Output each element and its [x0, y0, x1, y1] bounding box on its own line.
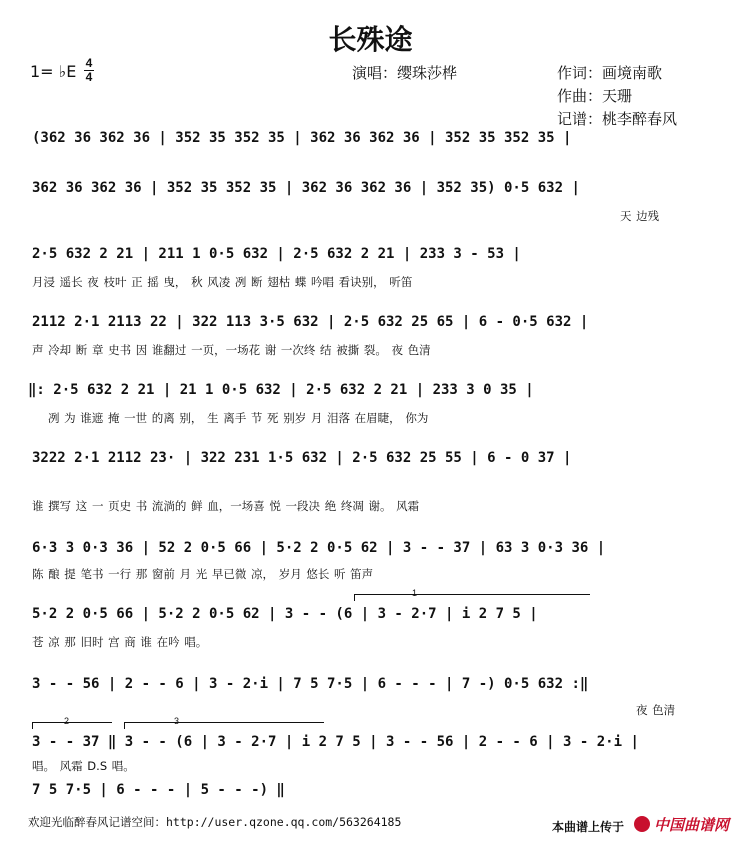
- time-signature: [84, 58, 94, 83]
- page-title: 长殊途: [328, 23, 413, 56]
- volta-1-label: 1: [412, 588, 418, 598]
- singer-credit: 演唱：缨珠莎桦: [352, 64, 458, 82]
- lyrics-line-8: 苍 凉 那 旧时 宫 商 谁 在吟 唱。: [32, 635, 208, 649]
- score-line-3: 2·5 632 2 21 | 211 1 0·5 632 | 2·5 632 2 21 | 233 3 - 53 |: [32, 246, 521, 262]
- lyricist-credit: 作词：画境南歌: [557, 64, 663, 82]
- score-line-8: 5·2 2 0·5 66 | 5·2 2 0·5 62 | 3 - - (6 | 3 - 2·7 | i 2 7 5 |: [32, 606, 538, 622]
- volta-2-label: 2: [64, 716, 70, 726]
- meter-top: 4: [85, 56, 93, 70]
- score-line-6: 3222 2·1 2112 23· | 322 231 1·5 632 | 2·5 632 25 55 | 6 - 0 37 |: [32, 450, 572, 466]
- volta-2-bracket: [32, 722, 112, 723]
- upload-notice: 本曲谱上传于: [552, 820, 625, 834]
- lyrics-line-3: 月浸 遥长 夜 枝叶 正 摇 曳， 秋 风凌 冽 断 翅枯 蝶 吟唱 看诀别， 听笛: [32, 275, 413, 289]
- lyrics-line-7: 陈 酿 提 笔书 一行 那 窗前 月 光 早已微 凉， 岁月 悠长 听 笛声: [32, 567, 374, 581]
- volta-3-bracket: [124, 722, 324, 723]
- score-line-4: 2112 2·1 2113 22 | 322 113 3·5 632 | 2·5 632 25 65 | 6 - 0·5 632 |: [32, 314, 589, 330]
- lyrics-line-2: 天 边残: [620, 209, 660, 223]
- volta-1-bracket: [354, 594, 590, 595]
- lyrics-line-4: 声 冷却 断 章 史书 因 谁翻过 一页，一场花 谢 一次终 结 被撕 裂。 夜 色清: [32, 343, 431, 357]
- site-logo-icon: [634, 816, 650, 832]
- lyrics-line-9: 夜 色清: [636, 703, 676, 717]
- meter-bottom: 4: [85, 70, 93, 84]
- footer-visit-text: 欢迎光临醉春风记谱空间：http://user.qzone.qq.com/563264185: [28, 815, 402, 829]
- score-line-5: ‖: 2·5 632 2 21 | 21 1 0·5 632 | 2·5 632 2 21 | 233 3 0 35 |: [28, 382, 534, 398]
- volta-3-label: 3: [174, 716, 180, 726]
- composer-credit: 作曲：天珊: [557, 87, 633, 105]
- lyrics-line-6: 谁 撰写 这 一 页史 书 流淌的 鲜 血，一场喜 悦 一段决 绝 终凋 谢。 风霜: [32, 499, 420, 513]
- score-line-11: 7 5 7·5 | 6 - - - | 5 - - -) ‖: [32, 782, 285, 798]
- key-signature: 1= ♭E: [30, 62, 77, 81]
- transcriber-credit: 记谱：桃李醉春风: [557, 110, 678, 128]
- lyrics-line-5: 冽 为 谁遮 掩 一世 的离 别， 生 离手 节 死 别岁 月 泪落 在眉睫， 你为: [48, 411, 429, 425]
- score-line-10: 3 - - 37 ‖ 3 - - (6 | 3 - 2·7 | i 2 7 5 | 3 - - 56 | 2 - - 6 | 3 - 2·i |: [32, 734, 639, 750]
- score-line-7: 6·3 3 0·3 36 | 52 2 0·5 66 | 5·2 2 0·5 62 | 3 - - 37 | 63 3 0·3 36 |: [32, 540, 606, 556]
- score-line-1: (362 36 362 36 | 352 35 352 35 | 362 36 362 36 | 352 35 352 35 |: [32, 130, 572, 146]
- site-logo[interactable]: 中国曲谱网: [654, 816, 730, 834]
- lyrics-line-10: 唱。 风霜 D.S 唱。: [32, 759, 135, 773]
- score-line-9: 3 - - 56 | 2 - - 6 | 3 - 2·i | 7 5 7·5 | 6 - - - | 7 -) 0·5 632 :‖: [32, 676, 589, 692]
- score-line-2: 362 36 362 36 | 352 35 352 35 | 362 36 362 36 | 352 35) 0·5 632 |: [32, 180, 580, 196]
